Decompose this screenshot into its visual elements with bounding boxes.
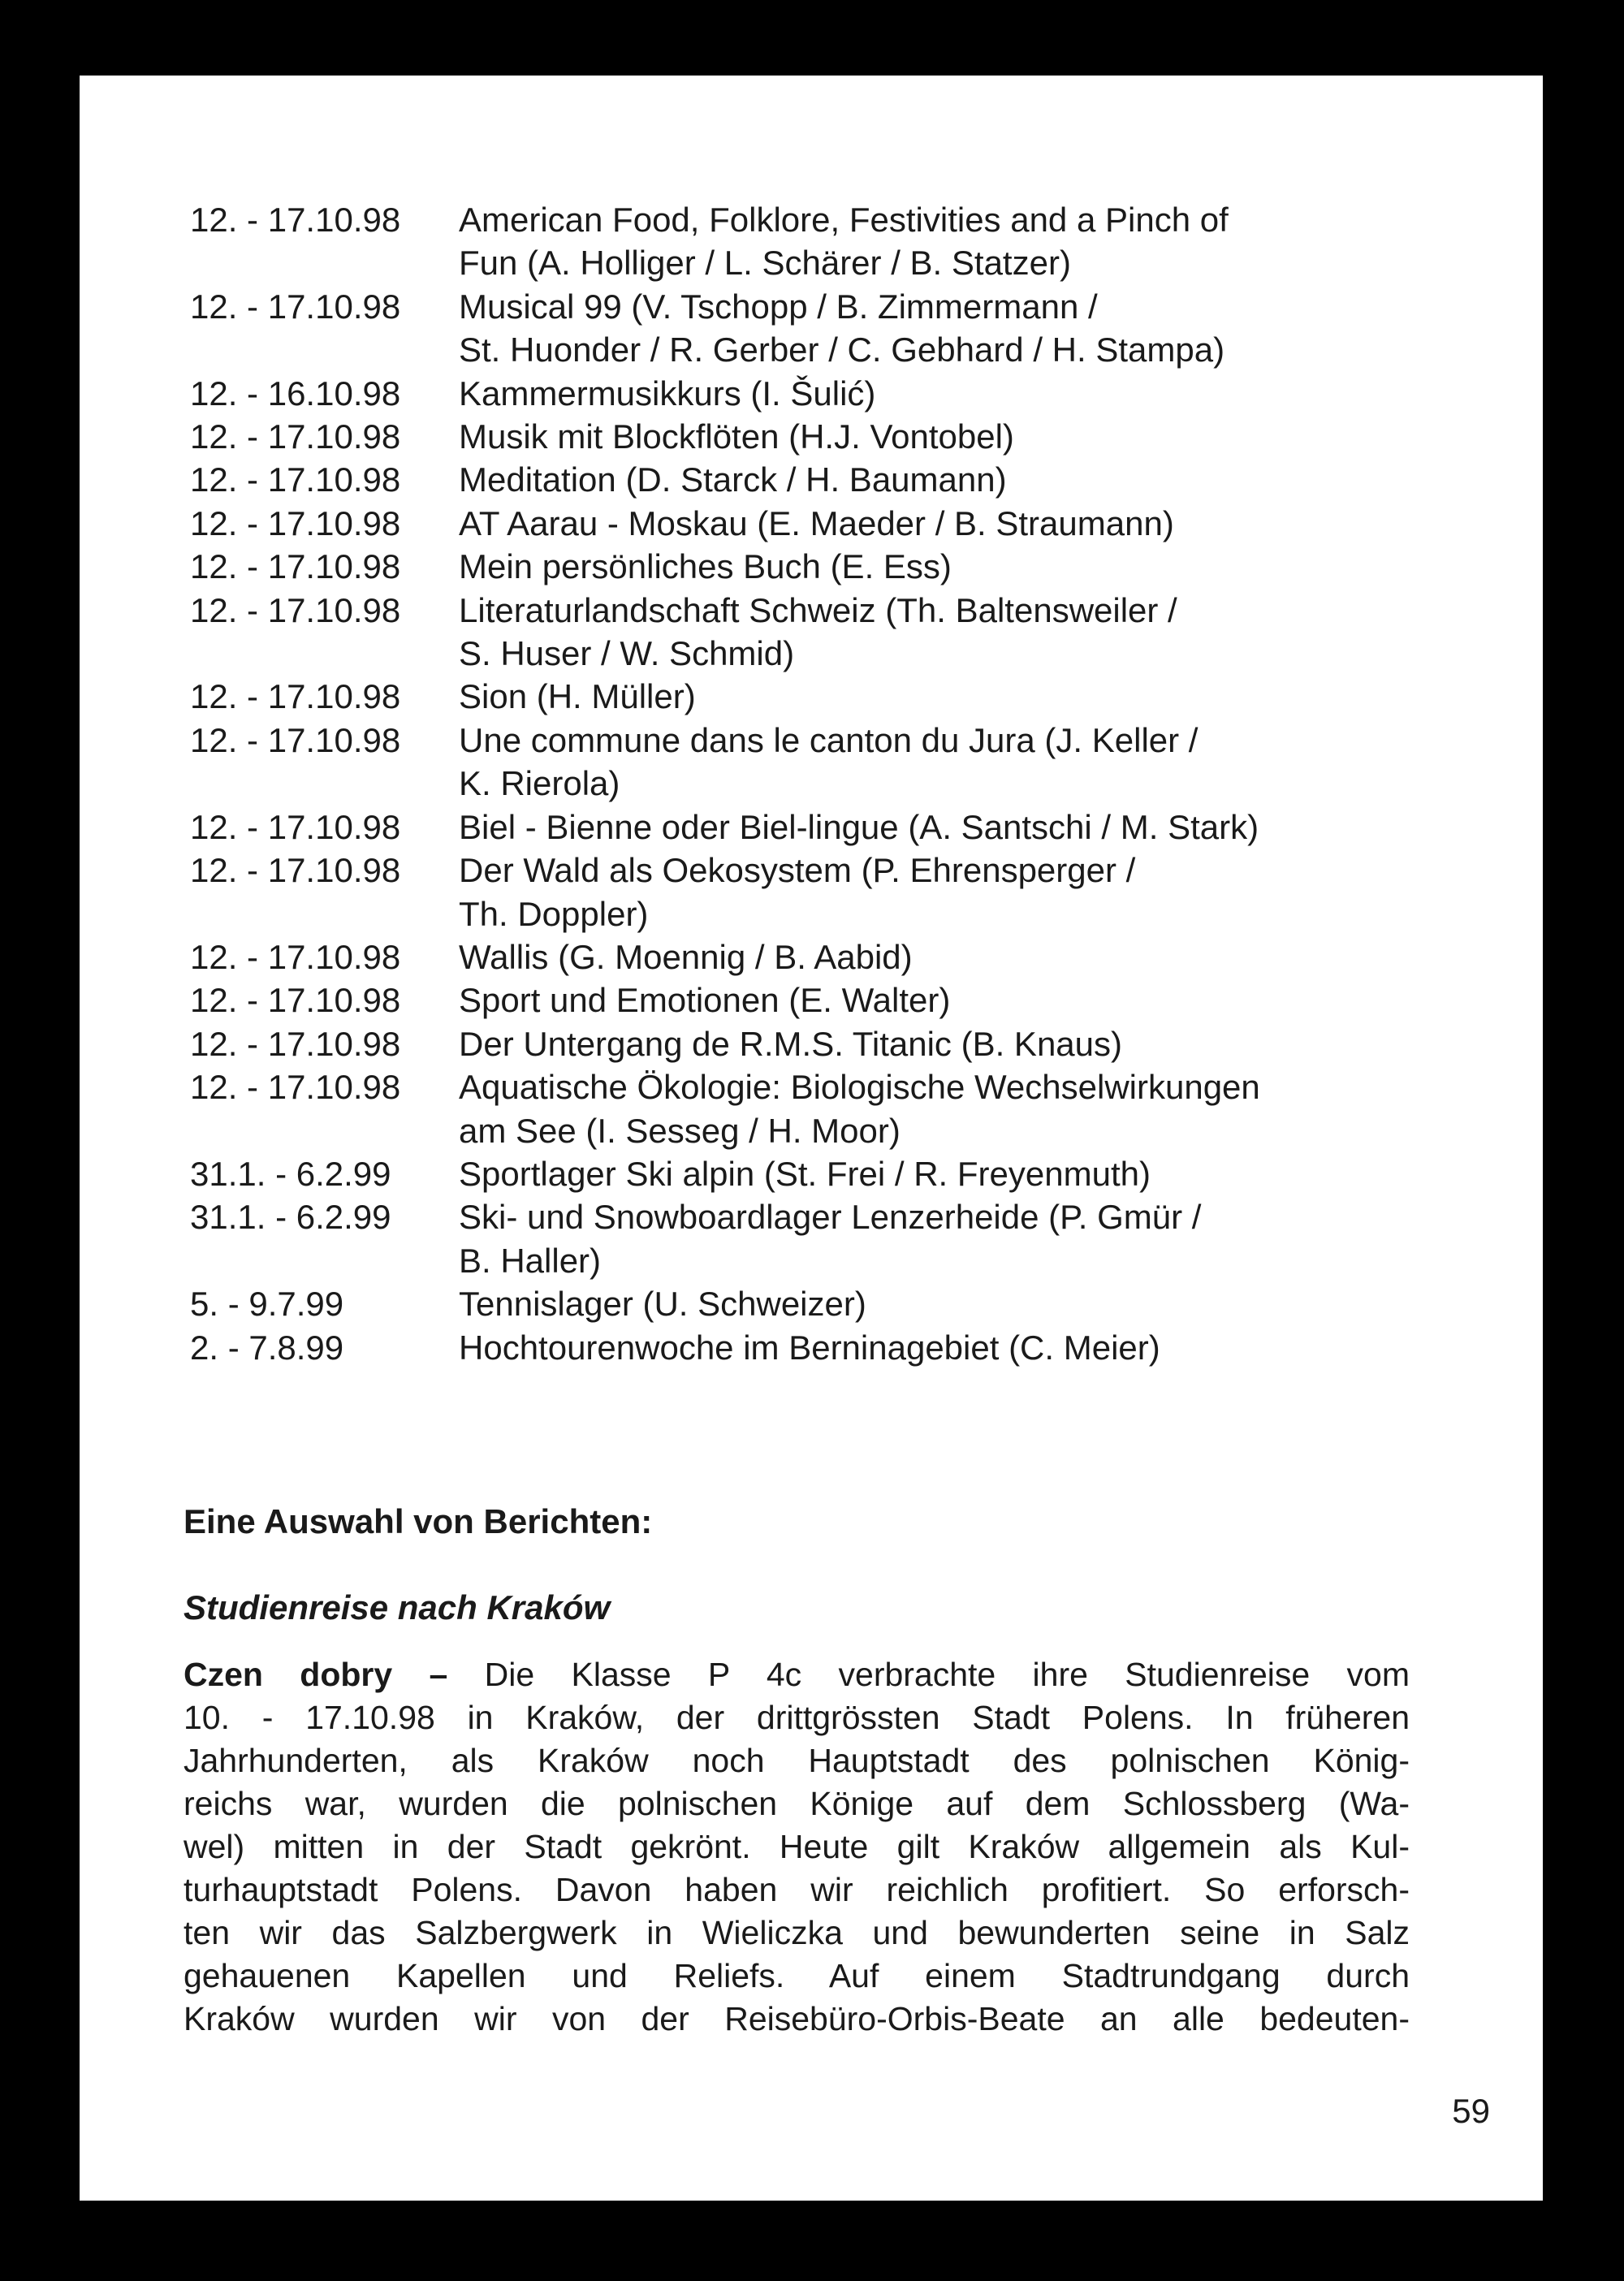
course-title-line: Musical 99 (V. Tschopp / B. Zimmermann /	[459, 287, 1098, 326]
course-title	[459, 502, 1174, 545]
course-title-line: S. Huser / W. Schmid)	[459, 634, 795, 673]
course-title-line: Literaturlandschaft Schweiz (Th. Baltensweiler /	[459, 590, 1177, 629]
course-title	[459, 372, 875, 415]
course-title	[459, 1065, 1260, 1152]
course-row	[190, 502, 1408, 545]
paragraph-line-text: Kraków wurden wir von der Reisebüro-Orbis-Beate an alle bedeuten-	[184, 2000, 1410, 2037]
course-title-line: American Food, Folklore, Festivities and a Pinch of	[459, 201, 1229, 239]
course-date: 12. - 17.10.98	[190, 1068, 401, 1107]
paragraph-line	[184, 1912, 1410, 1955]
course-row	[190, 719, 1408, 806]
course-title	[459, 415, 1014, 458]
course-row	[190, 198, 1408, 285]
paragraph-line	[184, 1739, 1410, 1782]
course-date: 31.1. - 6.2.99	[190, 1154, 391, 1193]
course-row	[190, 1152, 1408, 1195]
course-title-line: B. Haller)	[459, 1241, 602, 1280]
paragraph-line-text: wel) mitten in der Stadt gekrönt. Heute gilt Kraków allgemein als Kul-	[184, 1828, 1410, 1865]
report-title: Studienreise nach Kraków	[184, 1588, 611, 1627]
course-title	[459, 849, 1135, 935]
course-date: 12. - 17.10.98	[190, 417, 401, 456]
course-title	[459, 1195, 1201, 1282]
course-date: 12. - 17.10.98	[190, 720, 401, 759]
course-date: 31.1. - 6.2.99	[190, 1198, 391, 1237]
course-row	[190, 545, 1408, 588]
paragraph-line-text: Jahrhunderten, als Kraków noch Hauptstadt des polnischen König-	[184, 1742, 1410, 1779]
course-title	[459, 675, 696, 718]
course-title-line: Ski- und Snowboardlager Lenzerheide (P. Gmür /	[459, 1198, 1202, 1237]
paragraph-line-text: 10. - 17.10.98 in Kraków, der drittgrössten Stadt Polens. In früheren	[184, 1699, 1410, 1736]
course-date: 12. - 17.10.98	[190, 1024, 401, 1063]
course-title-line: Une commune dans le canton du Jura (J. Keller /	[459, 720, 1199, 759]
course-title-line: Sportlager Ski alpin (St. Frei / R. Freyenmuth)	[459, 1154, 1151, 1193]
course-date: 12. - 17.10.98	[190, 503, 401, 542]
course-date: 12. - 17.10.98	[190, 981, 401, 1020]
paragraph-line-text: ten wir das Salzbergwerk in Wieliczka und bewunderten seine in Salz	[184, 1914, 1410, 1951]
course-date: 12. - 17.10.98	[190, 807, 401, 846]
course-title-line: Biel - Bienne oder Biel-lingue (A. Santschi / M. Stark)	[459, 807, 1259, 846]
course-date: 12. - 17.10.98	[190, 677, 401, 716]
course-date: 2. - 7.8.99	[190, 1328, 344, 1367]
paragraph-line-text: turhauptstadt Polens. Davon haben wir reichlich profitiert. So erforsch-	[184, 1871, 1410, 1908]
course-title-line: Aquatische Ökologie: Biologische Wechselwirkungen	[459, 1068, 1260, 1107]
course-title-line: Sion (H. Müller)	[459, 677, 696, 716]
course-title-line: Tennislager (U. Schweizer)	[459, 1285, 866, 1324]
course-title	[459, 1022, 1122, 1065]
course-date: 5. - 9.7.99	[190, 1285, 344, 1324]
paragraph-line-text: reichs war, wurden die polnischen Könige auf dem Schlossberg (Wa-	[184, 1785, 1410, 1822]
course-title-line: Th. Doppler)	[459, 894, 649, 933]
course-title-line: St. Huonder / R. Gerber / C. Gebhard / H. Stampa)	[459, 330, 1225, 369]
course-row	[190, 1282, 1408, 1325]
course-date: 12. - 17.10.98	[190, 460, 401, 499]
paragraph-line	[184, 1998, 1410, 2041]
course-title-line: K. Rierola)	[459, 764, 620, 803]
course-date: 12. - 17.10.98	[190, 851, 401, 890]
course-title-line: Kammermusikkurs (I. Šulić)	[459, 374, 876, 413]
course-title	[459, 198, 1229, 285]
course-title-line: AT Aarau - Moskau (E. Maeder / B. Straumann)	[459, 503, 1174, 542]
course-title	[459, 806, 1259, 849]
course-row	[190, 1065, 1408, 1152]
course-title-line: Hochtourenwoche im Berninagebiet (C. Meier)	[459, 1328, 1160, 1367]
course-title-line: Der Untergang de R.M.S. Titanic (B. Knaus)	[459, 1024, 1123, 1063]
paragraph-line-text: Die Klasse P 4c verbrachte ihre Studienreise vom	[484, 1656, 1410, 1693]
course-title-line: Musik mit Blockflöten (H.J. Vontobel)	[459, 417, 1014, 456]
course-row	[190, 458, 1408, 501]
course-title	[459, 719, 1198, 806]
page-number: 59	[1452, 2092, 1490, 2130]
paragraph-line	[184, 1782, 1410, 1825]
course-title-line: Wallis (G. Moennig / B. Aabid)	[459, 937, 913, 976]
course-title	[459, 935, 913, 978]
course-list	[190, 198, 1408, 1369]
course-row	[190, 589, 1408, 676]
course-title-line: am See (I. Sesseg / H. Moor)	[459, 1111, 901, 1150]
course-row	[190, 806, 1408, 849]
course-title	[459, 285, 1224, 372]
course-title	[459, 1326, 1160, 1369]
course-date: 12. - 17.10.98	[190, 547, 401, 586]
course-row	[190, 1022, 1408, 1065]
report-lead: Czen dobry –	[184, 1656, 448, 1693]
course-title	[459, 1282, 866, 1325]
paragraph-line	[184, 1653, 1410, 1696]
course-row	[190, 285, 1408, 372]
course-row	[190, 978, 1408, 1022]
section-heading: Eine Auswahl von Berichten:	[184, 1502, 653, 1540]
course-date: 12. - 17.10.98	[190, 590, 401, 629]
course-row	[190, 1326, 1408, 1369]
course-title-line: Fun (A. Holliger / L. Schärer / B. Statzer)	[459, 244, 1071, 283]
paragraph-line	[184, 1955, 1410, 1998]
paragraph-line	[184, 1868, 1410, 1912]
course-row	[190, 935, 1408, 978]
course-title	[459, 458, 1007, 501]
course-title-line: Sport und Emotionen (E. Walter)	[459, 981, 951, 1020]
course-title	[459, 545, 952, 588]
course-title	[459, 978, 950, 1022]
course-row	[190, 849, 1408, 935]
course-row	[190, 1195, 1408, 1282]
course-date: 12. - 16.10.98	[190, 374, 401, 413]
course-title-line: Meditation (D. Starck / H. Baumann)	[459, 460, 1007, 499]
course-title-line: Der Wald als Oekosystem (P. Ehrensperger /	[459, 851, 1136, 890]
course-title-line: Mein persönliches Buch (E. Ess)	[459, 547, 952, 586]
course-date: 12. - 17.10.98	[190, 937, 401, 976]
paragraph-line-text: gehauenen Kapellen und Reliefs. Auf einem Stadtrundgang durch	[184, 1957, 1410, 1994]
course-row	[190, 372, 1408, 415]
course-date: 12. - 17.10.98	[190, 287, 401, 326]
course-title	[459, 589, 1177, 676]
paragraph-line	[184, 1696, 1410, 1739]
report-paragraph	[184, 1653, 1410, 2041]
course-row	[190, 415, 1408, 458]
course-title	[459, 1152, 1151, 1195]
paragraph-line	[184, 1825, 1410, 1868]
course-date: 12. - 17.10.98	[190, 201, 401, 239]
course-row	[190, 675, 1408, 718]
